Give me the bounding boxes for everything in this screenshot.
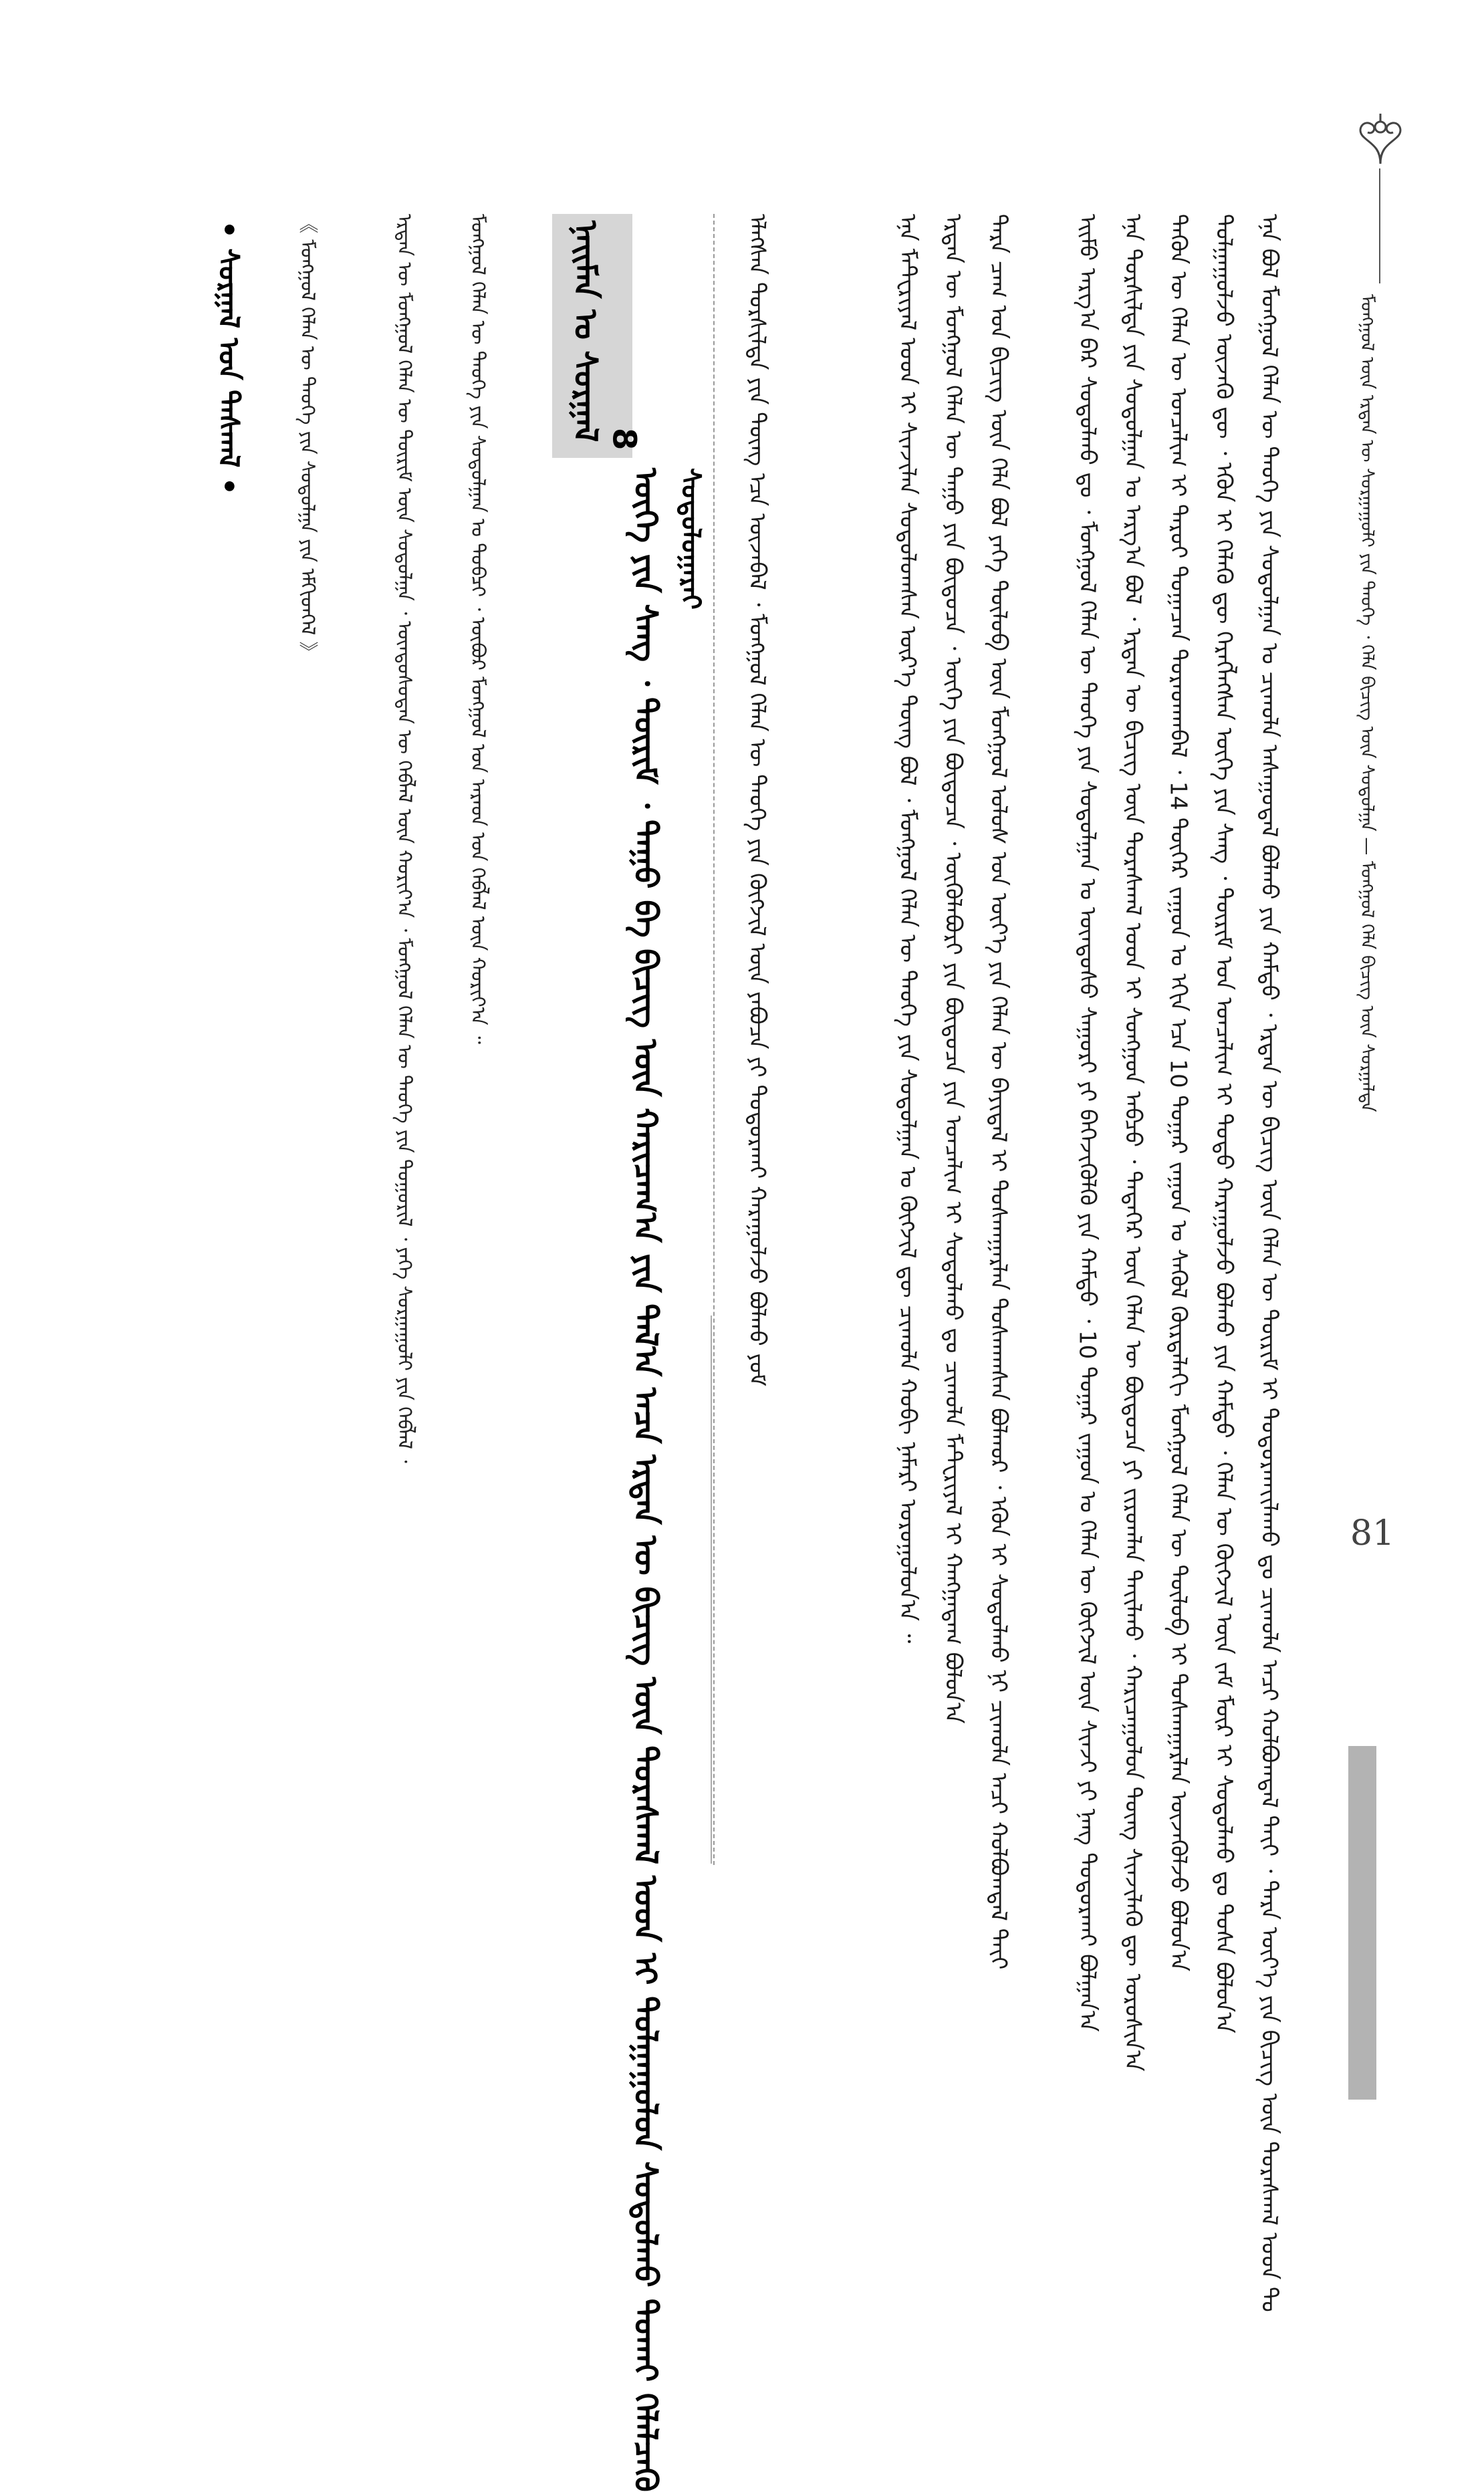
body-line: ᠲᠤᠯᠭᠠᠭᠤᠯᠵᠤ ᠦᠵᠡᠬᠦ ᠳᠦ ᠂ ᠡᠭᠦᠨ ᠢ ᠬᠡᠯᠡᠬᠦ ᠳᠦ ᠬᠡᠷᠡᠭᠯᠡᠭᠰᠡᠨ ᠦᠭᠡ ᠶᠢᠨ ᠰᠠᠩ ᠂ ᠳᠦᠷᠢᠮ ᠤᠨ ᠣᠨᠴᠠᠯᠢᠭ ᠢ ᠲᠣᠳᠤ ᠬᠠᠷᠠᠭᠤᠯᠵᠤ ᠪᠣᠯᠬᠤ ᠶᠢᠨ ᠬᠠᠮᠲᠤ ᠂ ᠬᠡᠯᠡᠨ ᠦ ᠬᠦᠭᠵᠢᠯ ᠦᠨ ᠵᠠᠮ ᠮᠥᠷ ᠢ ᠰᠤᠳᠤᠯᠬᠤ ᠳᠤ ᠲᠤᠰᠠ ᠪᠣᠯᠤᠨ᠎ᠠ [1210, 214, 1237, 2033]
body-line: ᠡᠷᠲᠡᠨ ᠦ ᠮᠣᠩᠭᠣᠯ ᠬᠡᠯᠡᠨ ᠦ ᠳᠠᠭᠤ ᠶᠢᠨ ᠪᠦᠲᠦᠴᠡ ᠂ ᠦᠭᠡ ᠶᠢᠨ ᠪᠦᠲᠦᠴᠡ ᠂ ᠦᠭᠦᠯᠡᠪᠦᠷᠢ ᠶᠢᠨ ᠪᠦᠲᠦᠴᠡ ᠶᠢᠨ ᠣᠨᠴᠠᠯᠢᠭ ᠢ ᠰᠤᠳᠤᠯᠬᠤ ᠳᠤ ᠴᠢᠬᠤᠯᠠ ᠮᠠᠲᠧᠷᠢᠶᠠᠯ ᠢ ᠬᠠᠩᠭᠠᠳᠠᠭ ᠪᠣᠯᠤᠨ᠎ᠠ [939, 214, 967, 1724]
body-line: ᠡᠨᠡ ᠪᠣᠯ ᠮᠣᠩᠭᠣᠯ ᠬᠡᠯᠡᠨ ᠦ ᠲᠡᠦᠬᠡ ᠶᠢᠨ ᠰᠤᠳᠤᠯᠭᠠᠨ ᠤ ᠴᠢᠬᠤᠯᠠ ᠠᠰᠠᠭᠤᠳᠠᠯ ᠪᠣᠯᠬᠤ ᠶᠢᠨ ᠬᠠᠮᠲᠤ ᠂ ᠡᠷᠲᠡᠨ ᠦ ᠪᠢᠴᠢᠭ᠌ ᠦᠨ ᠬᠡᠯᠡᠨ ᠦ ᠳᠦᠷᠢᠮ ᠢ ᠲᠣᠳᠤᠷᠬᠠᠶ᠋ᠢᠯᠠᠬᠤ ᠳᠤ ᠴᠢᠬᠤᠯᠠ ᠠᠴᠢ ᠬᠣᠯᠪᠣᠭᠳᠠᠯ ᠲᠠᠶ᠋ᠢ ᠂ ᠲᠡᠷᠡ ᠦᠶ᠎ᠡ ᠶᠢᠨ ᠪᠢᠴᠢᠭ᠌ ᠦᠨ ᠳᠤᠷᠠᠰᠬᠠᠯ ᠤᠳ ᠲᠤ [1255, 214, 1283, 2312]
section-divider [713, 214, 715, 1865]
section-subheading: ᠰᠤᠳᠤᠯᠤᠭᠠᠷᠠᠢ [675, 468, 706, 610]
header-rule [1379, 168, 1380, 283]
body-line: ᠡᠢᠮᠦ ᠠᠷᠭ᠎ᠠ ᠪᠡᠷ ᠰᠤᠳᠤᠯᠬᠤ ᠳᠤ ᠂ ᠮᠣᠩᠭᠣᠯ ᠬᠡᠯᠡᠨ ᠦ ᠲᠡᠦᠬᠡ ᠶᠢᠨ ᠰᠤᠳᠤᠯᠭᠠᠨ ᠤ ᠦᠨᠳᠦᠰᠦ ᠰᠠᠭᠤᠷᠢ ᠶᠢ ᠪᠡᠬᠡᠵᠢᠭᠦᠯᠬᠦ ᠶᠢᠨ ᠬᠠᠮᠲᠤ ᠂ 10 ᠳᠤᠭᠠᠷ ᠵᠠᠭᠤᠨ ᠤ ᠬᠡᠯᠡᠨ ᠦ ᠬᠦᠭᠵᠢᠯ ᠦᠨ ᠰᠢᠨᠵᠢ ᠶᠢ ᠨᠡᠩ ᠲᠣᠳᠤᠷᠬᠠᠢ ᠪᠣᠯᠭᠠᠨ᠎ᠠ [1074, 214, 1101, 2032]
body-line: ᠡᠨᠡ ᠲᠤᠷᠰᠢᠯᠲᠠ ᠶᠢᠨ ᠰᠤᠳᠤᠯᠭᠠᠨ ᠤ ᠠᠷᠭ᠎ᠠ ᠪᠣᠯ ᠂ ᠡᠷᠲᠡᠨ ᠦ ᠪᠢᠴᠢᠭ᠌ ᠦᠨ ᠳᠤᠷᠠᠰᠬᠠᠯ ᠤᠳ ᠢ ᠰᠣᠩᠭᠣᠨ ᠠᠪᠴᠤ ᠂ ᠲᠡᠳᠡᠭᠡᠷ ᠦᠨ ᠬᠡᠯᠡᠨ ᠦ ᠪᠦᠲᠦᠴᠡ ᠶᠢ ᠵᠢᠷᠤᠭᠯᠠᠨ ᠲᠠᠶ᠋ᠢᠯᠬᠤ ᠂ ᠬᠠᠷᠢᠴᠠᠭᠤᠯᠤᠨ ᠳᠦᠩ ᠰᠢᠨᠵᠢᠯᠡᠬᠦ ᠳᠦ ᠣᠷᠣᠰᠢᠨ᠎ᠠ [1119, 214, 1146, 2072]
reference-item: ᠡᠷᠲᠡᠨ ᠦ ᠮᠣᠩᠭᠣᠯ ᠬᠡᠯᠡᠨ ᠦ ᠳᠦᠷᠢᠮ ᠦᠨ ᠰᠤᠳᠤᠯᠭᠠ ᠂ ᠦᠨᠳᠦᠰᠦᠲᠡᠨ ᠦ ᠬᠡᠪᠯᠡᠯ ᠦᠨ ᠬᠣᠷᠢᠶ᠎ᠠ ᠂ ᠮᠣᠩᠭᠣᠯ ᠬᠡᠯᠡᠨ ᠦ ᠲᠡᠦᠬᠡ ᠶᠢᠨ ᠲᠣᠭᠤᠷᠢᠯ ᠂ ᠶᠡᠬᠡ ᠰᠤᠷᠭᠠᠭᠤᠯᠢ ᠶᠢᠨ ᠬᠡᠪᠯᠡᠯ ᠂ [393, 214, 416, 1463]
section-heading: ᠦᠭᠡ ᠶᠢᠨ ᠰᠠᠩ ᠂ ᠳᠦᠷᠢᠮ ᠂ ᠳᠠᠭᠤ ᠪᠠ ᠪᠢᠴᠢᠭ᠌ ᠦᠨ ᠬᠠᠷᠢᠴᠠᠭ᠎ᠠ ᠶᠢᠨ ᠲᠠᠯ᠎ᠠ ᠠᠴᠠ ᠡᠷᠲᠡᠨ ᠦ ᠪᠢᠴᠢᠭ᠌ ᠦᠨ ᠳᠤᠷᠠᠰᠬᠠᠯ ᠤᠳ ᠢ ᠲᠤᠯᠭᠠᠭᠤᠯᠤᠨ ᠰᠤᠳᠤᠯᠬᠤ ᠲᠤᠬᠠᠢ ᠬᠡᠯᠡᠯᠴᠡᠬᠦ [626, 468, 664, 2492]
body-line: ᠲᠡᠷᠡ ᠴᠠᠭ ᠤᠨ ᠪᠢᠴᠢᠭ᠌ ᠦᠨ ᠬᠡᠯᠡ ᠪᠣᠯ ᠶᠡᠬᠡ ᠲᠥᠯᠥᠪ ᠦᠨ ᠮᠣᠩᠭᠣᠯ ᠤᠯᠤᠰ ᠤᠨ ᠦᠶ᠎ᠡ ᠶᠢᠨ ᠬᠡᠯᠡᠨ ᠦ ᠪᠠᠶᠢᠳᠠᠯ ᠢ ᠲᠤᠰᠬᠠᠭᠠᠷᠯᠠᠨ ᠲᠤᠰᠬᠠᠭᠰᠠᠨ ᠪᠣᠯᠬᠣᠷ ᠂ ᠡᠭᠦᠨ ᠢ ᠰᠤᠳᠤᠯᠬᠤ ᠨᠢ ᠴᠢᠬᠤᠯᠠ ᠠᠴᠢ ᠬᠣᠯᠪᠣᠭᠳᠠᠯ ᠲᠠᠶ᠋ᠢ [985, 214, 1012, 1970]
body-line: ᠡᠨᠡ ᠮᠠᠲᠧᠷᠢᠶᠠᠯ ᠤᠳ ᠢ ᠰᠢᠨᠵᠢᠯᠡᠨ ᠰᠤᠳᠤᠯᠤᠭᠰᠠᠨ ᠦᠷ᠎ᠡ ᠳᠦᠩ ᠪᠣᠯ ᠂ ᠮᠣᠩᠭᠣᠯ ᠬᠡᠯᠡᠨ ᠦ ᠲᠡᠦᠬᠡ ᠶᠢᠨ ᠰᠤᠳᠤᠯᠭᠠᠨ ᠤ ᠬᠦᠭᠵᠢᠯ ᠳᠦ ᠴᠢᠬᠤᠯᠠ ᠬᠤᠪᠢ ᠨᠡᠮᠡᠷᠢ ᠣᠷᠣᠭᠤᠯᠤᠨ᠎ᠠ ᠃ [894, 214, 921, 1644]
reference-item: ᠮᠣᠩᠭᠣᠯ ᠬᠡᠯᠡᠨ ᠦ ᠲᠡᠦᠬᠡ ᠶᠢᠨ ᠰᠤᠳᠤᠯᠭᠠᠨ ᠤ ᠲᠣᠪᠴᠢ ᠂ ᠥᠪᠥᠷ ᠮᠣᠩᠭᠣᠯ ᠤᠨ ᠠᠷᠠᠳ ᠤᠨ ᠬᠡᠪᠯᠡᠯ ᠦᠨ ᠬᠣᠷᠢᠶ᠎ᠠ ᠃ [467, 214, 490, 1044]
body-line: ᠲᠡᠭᠦᠨ ᠦ ᠬᠡᠯᠡᠨ ᠦ ᠣᠨᠴᠠᠯᠢᠭ ᠢ ᠳᠠᠷᠤᠢ ᠲᠣᠭᠠᠴᠠᠨ ᠳᠤᠷᠠᠳᠬᠠᠪᠠᠯ ᠂ 14 ᠳᠦᠭᠡᠷ ᠵᠠᠭᠤᠨ ᠤ ᠡᠬᠢᠨ ᠡᠴᠡ 10 ᠳᠤᠭᠠᠷ ᠵᠠᠭᠤᠨ ᠤ ᠰᠡᠭᠦᠯ ᠬᠦᠷᠲᠡᠯᠡᠬᠢ ᠮᠣᠩᠭᠣᠯ ᠬᠡᠯᠡᠨ ᠦ ᠲᠦᠯᠦᠪ ᠢ ᠲᠤᠰᠬᠠᠭᠠᠷᠯᠠᠨ ᠦᠵᠡᠭᠦᠯᠵᠦ ᠪᠣᠯᠤᠨ᠎ᠠ [1164, 214, 1192, 1972]
bullet-heading: • ᠰᠤᠷᠭᠠᠯ ᠤᠨ ᠳᠠᠰᠬᠠᠯ • [213, 221, 246, 495]
page-number: 81 [1350, 1513, 1395, 1553]
body-line: ᠡᠯᠡᠭᠰᠡᠨ ᠲᠤᠷᠰᠢᠯᠲᠠ ᠶᠢᠨ ᠳᠦᠩ ᠡᠴᠡ ᠦᠵᠡᠪᠡᠯ ᠂ ᠮᠣᠩᠭᠣᠯ ᠬᠡᠯᠡᠨ ᠦ ᠲᠡᠦᠬᠡ ᠶᠢᠨ ᠬᠦᠭᠵᠢᠯ ᠦᠨ ᠶᠠᠪᠤᠴᠠ ᠶᠢ ᠲᠣᠳᠤᠷᠬᠠᠢ ᠬᠠᠷᠠᠭᠤᠯᠵᠤ ᠪᠣᠯᠬᠤ ᠶᠤᠮ [743, 214, 771, 1386]
section-label: ᠨᠠᠢᠮᠠᠨ ᠤ ᠰᠤᠷᠭᠠᠯ [566, 221, 604, 443]
running-header: ᠮᠣᠩᠭᠣᠯ ᠦᠨ ᠡᠷᠲᠡᠨ ᠦ ᠰᠤᠷᠭᠠᠭᠤᠯᠢ ᠶᠢᠨ ᠲᠡᠦᠬᠡ ᠂ ᠬᠡᠯᠡ ᠪᠢᠴᠢᠭ᠌ ᠦᠨ ᠰᠤᠳᠤᠯᠭᠠ — ᠮᠣᠩᠭᠣᠯ ᠬᠡᠯᠡ ᠪᠢᠴᠢᠭ᠌ ᠦᠨ ᠰᠤᠷᠭᠠᠯᠲᠠ [1356, 294, 1378, 1112]
section-number: 8 [605, 428, 643, 451]
ornament-icon [1344, 107, 1417, 167]
page-edge-bar [1348, 1746, 1376, 2100]
reference-item: 《 ᠮᠣᠩᠭᠣᠯ ᠬᠡᠯᠡᠨ ᠦ ᠲᠡᠦᠬᠡ ᠶᠢᠨ ᠰᠤᠳᠤᠯᠭᠠ ᠶᠢᠨ ᠡᠮᠬᠢᠳᠬᠡᠯ 》 [296, 214, 320, 661]
footnote-rule [711, 1316, 712, 1864]
